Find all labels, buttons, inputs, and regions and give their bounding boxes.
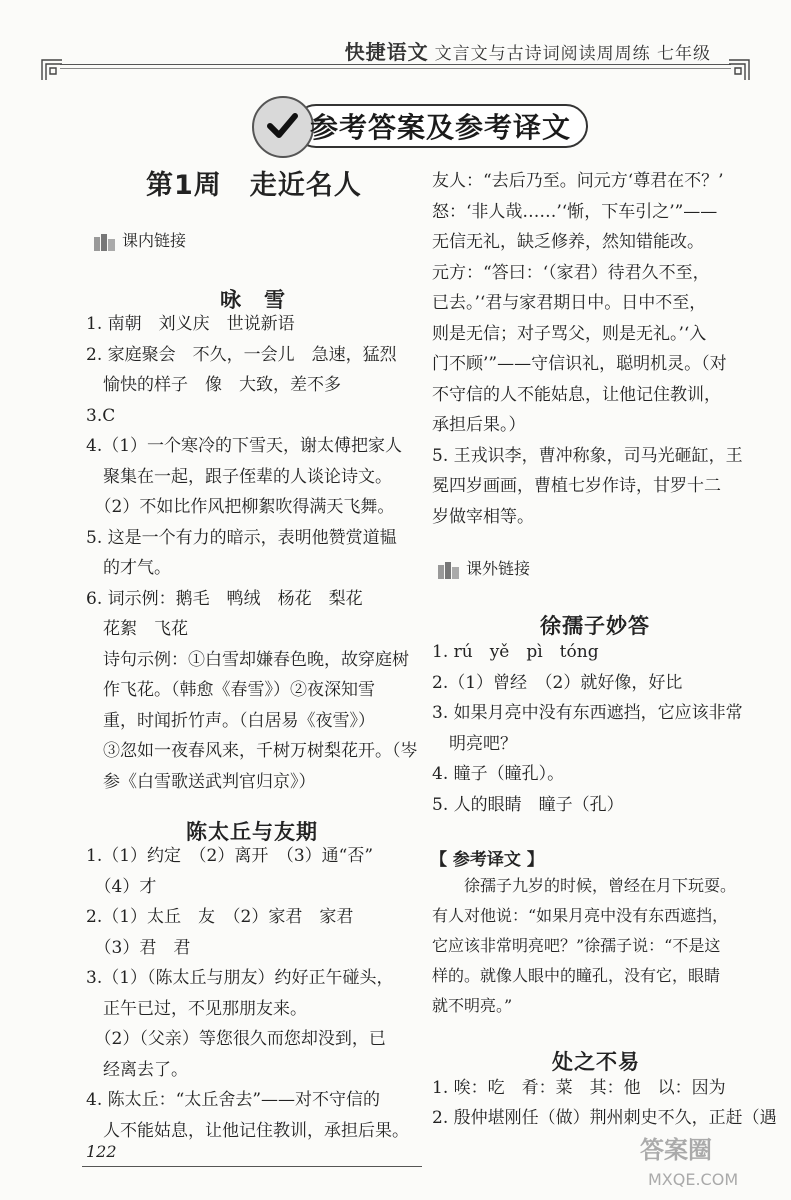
answer-line: 4. 瞳子（瞳孔）。 xyxy=(432,764,565,784)
answer-line: 4.（1）一个寒冷的下雪天，谢太傅把家人 xyxy=(86,436,403,456)
section-label-in-class xyxy=(92,228,186,253)
books-icon xyxy=(436,559,462,581)
books-icon xyxy=(92,231,118,253)
header-rule-secondary xyxy=(60,68,731,69)
section-label-extracurricular xyxy=(436,556,530,581)
answer-line: 1.（1）约定 （2）离开 （3）通“否” xyxy=(86,846,374,866)
banner-title: 参考答案及参考译文 xyxy=(310,111,572,144)
answer-banner xyxy=(252,96,592,156)
answer-line: 的才气。 xyxy=(86,558,171,578)
section-title-chentaiqiu: 陈太丘与友期 xyxy=(186,820,318,844)
section-title-xuruzi: 徐孺子妙答 xyxy=(540,614,650,638)
answer-line: 3. 如果月亮中没有东西遮挡，它应该非常 xyxy=(432,703,743,723)
answer-line: 友人：“去后乃至。问元方‘尊君在不？’ xyxy=(432,171,724,191)
answer-line: 愉快的样子 像 大致，差不多 xyxy=(86,375,341,395)
answer-line: 不守信的人不能姑息，让他记住教训， xyxy=(432,384,721,405)
answer-line: 已去。’‘君与家君期日中。日中不至， xyxy=(432,293,707,313)
answer-line: 则是无信；对子骂父，则是无礼。’‘入 xyxy=(432,323,707,344)
translation-line: 就不明亮。” xyxy=(432,996,513,1015)
answer-line: 冕四岁画画，曹植七岁作诗，甘罗十二 xyxy=(432,476,721,496)
header-brand: 快捷语文 xyxy=(344,40,429,64)
extracurricular-link-label: 课外链接 xyxy=(466,559,531,578)
answer-line: 怒：‘非人哉……’‘惭，下车引之’”—— xyxy=(432,201,718,222)
answer-line: 元方：“答曰：‘（家君）待君久不至， xyxy=(432,262,710,283)
section-title-yongxue: 咏 雪 xyxy=(220,288,286,312)
in-class-link-label: 课内链接 xyxy=(122,231,187,250)
answer-line: 2.（1）太丘 友 （2）家君 家君 xyxy=(86,907,354,927)
answer-line: 5. 这是一个有力的暗示，表明他赞赏道韫 xyxy=(86,527,397,548)
running-header xyxy=(345,36,711,65)
answer-line: 2. 家庭聚会 不久，一会儿 急速，猛烈 xyxy=(86,344,397,365)
answer-line: 诗句示例：①白雪却嫌春色晚，故穿庭树 xyxy=(86,649,409,670)
translation-heading: 【 参考译文 】 xyxy=(430,850,544,870)
answer-line: 2.（1）曾经 （2）就好像，好比 xyxy=(432,672,683,693)
answer-line: （2）不如比作风把柳絮吹得满天飞舞。 xyxy=(86,497,395,517)
answer-line: 1. rú yě pì tóng xyxy=(432,642,599,662)
watermark-url: MXQE.COM xyxy=(648,1170,739,1189)
answer-line: 参《白雪歌送武判官归京》） xyxy=(86,771,316,792)
answer-line: 承担后果。） xyxy=(432,415,526,435)
week-title: 第1周 走近名人 xyxy=(146,170,362,201)
answer-line: 岁做宰相等。 xyxy=(432,506,534,527)
translation-line: 样的。就像人眼中的瞳孔，没有它，眼睛 xyxy=(432,966,721,985)
answer-line: 作飞花。（韩愈《春雪》）②夜深知雪 xyxy=(86,680,375,700)
answer-line: 5. 人的眼睛 瞳子（孔） xyxy=(432,794,624,815)
answer-line: （4）才 xyxy=(86,876,157,897)
answer-line: 人不能姑息，让他记住教训，承担后果。 xyxy=(86,1120,409,1141)
watermark-logo: 答案圈 xyxy=(640,1136,712,1164)
answer-line: 1. 唉：吃 肴：菜 其：他 以：因为 xyxy=(432,1078,726,1098)
answer-line: 4. 陈太丘：“太丘舍去”——对不守信的 xyxy=(86,1090,381,1110)
translation-line: 徐孺子九岁的时候，曾经在月下玩耍。 xyxy=(432,876,737,895)
ornament-corner-icon xyxy=(727,58,751,82)
answer-line: 重，时闻折竹声。（白居易《夜雪》） xyxy=(86,710,375,731)
answer-line: 1. 南朝 刘义庆 世说新语 xyxy=(86,314,295,334)
answer-line: 花絮 飞花 xyxy=(86,619,188,639)
header-subtitle: 文言文与古诗词阅读周周练 七年级 xyxy=(434,44,711,64)
footer-rule xyxy=(82,1166,422,1167)
answer-line: 门不顾’”——守信识礼，聪明机灵。（对 xyxy=(432,354,727,374)
answer-line: 正午已过，不见那朋友来。 xyxy=(86,998,307,1019)
page-header xyxy=(40,30,751,74)
answer-line: （2）（父亲）等您很久而您却没到，已 xyxy=(86,1029,386,1049)
checkmark-badge-icon xyxy=(252,96,314,158)
answer-line: ③忽如一夜春风来，千树万树梨花开。（岑 xyxy=(86,741,418,761)
answer-line: 经离去了。 xyxy=(86,1059,188,1080)
translation-line: 它应该非常明亮吧？”徐孺子说：“不是这 xyxy=(432,936,721,955)
answer-line: 2. 殷仲堪刚任（做）荆州刺史不久，正赶（遇 xyxy=(432,1108,777,1128)
answer-line: 明亮吧？ xyxy=(432,733,517,754)
section-title-chuzhibuyi: 处之不易 xyxy=(552,1050,640,1074)
answer-line: 3.（1）（陈太丘与朋友）约好正午碰头， xyxy=(86,968,394,988)
page-number: 122 xyxy=(86,1142,117,1161)
answer-line: 聚集在一起，跟子侄辈的人谈论诗文。 xyxy=(86,466,392,487)
answer-line: 无信无礼，缺乏修养，然知错能改。 xyxy=(432,232,704,252)
answer-line: 6. 词示例：鹅毛 鸭绒 杨花 梨花 xyxy=(86,588,363,609)
answer-line: 5. 王戎识李，曹冲称象，司马光砸缸，王 xyxy=(432,445,743,466)
answer-line: 3.C xyxy=(86,405,116,426)
translation-line: 有人对他说：“如果月亮中没有东西遮挡， xyxy=(432,906,729,925)
answer-line: （3）君 君 xyxy=(86,937,191,958)
ornament-corner-icon xyxy=(40,58,64,82)
